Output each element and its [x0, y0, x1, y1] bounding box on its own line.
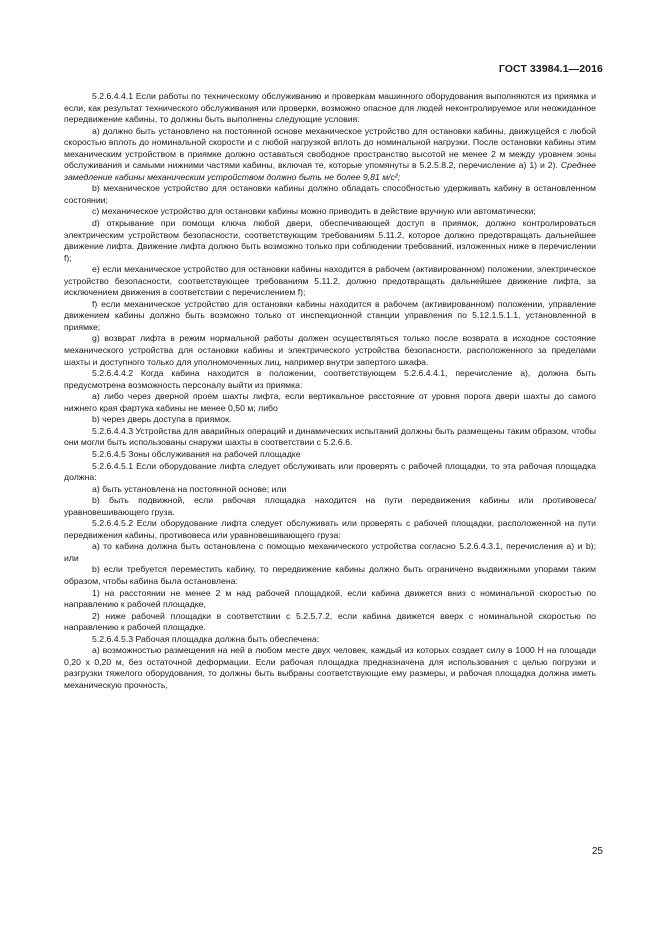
standard-header: ГОСТ 33984.1—2016: [498, 63, 603, 75]
paragraph: 5.2.6.4.5 Зоны обслуживания на рабочей площадке: [92, 448, 301, 459]
paragraph-text: a) должно быть установлено на постоянной основе механическое устройство для остановки кабины, движущейся с любой скоростью вплоть до номинальной скорости и с любой нагрузкой вплоть до номинальной нагрузки. После остановки кабины этим механическим устройством в приямке должно оставаться свободное пространство высотой не менее 2 м между уровнем зоны обслуживания и самыми нижними частями кабины, включая те, которые упомянуты в 5.2.5.8.2, перечисление а) 1) и 2).: [64, 125, 596, 171]
paragraph: d) открывание при помощи ключа любой двери, обеспечивающей доступ в приямок, должно контролироваться электрическим устройством безопасности, соответствующим требованиям 5.11.2, которое должно предотвращать дальнейшее движение лифта. Движение лифта должно быть возможно только при соблюдении требований, изложенных ниже в перечислении f);: [64, 218, 596, 263]
paragraph: a) возможностью размещения на ней в любом месте двух человек, каждый из которых создает силу в 1000 Н на площади 0,20 x 0,20 м, без остаточной деформации. Если рабочая площадка предназначена для использования с целью погрузки и разгрузки тяжелого оборудования, то должны быть выбраны соответствующие ему размеры, и рабочая площадка должна иметь механическую прочность,: [64, 645, 596, 690]
paragraph: 5.2.6.4.5.1 Если оборудование лифта следует обслуживать или проверять с рабочей площадки, то эта рабочая площадка должна:: [64, 460, 596, 483]
paragraph: 5.2.6.4.4.2 Когда кабина находится в положении, соответствующем 5.2.6.4.4.1, перечисление а), должна быть предусмотрена возможность персоналу выйти из приямка:: [64, 368, 596, 390]
paragraph: a) быть установлена на постоянной основе; или: [92, 483, 287, 494]
paragraph: 2) ниже рабочей площадки в соответствии с 5.2.5.7.2, если кабина движется вверх с номинальной скоростью по направлению к рабочей площадке.: [64, 610, 596, 633]
paragraph: f) если механическое устройство для остановки кабины находится в рабочем (активированном) положении, управление движением кабины должно быть возможно только от инспекционной станции управления по 5.12.1.5.1.1, установленной в приямке;: [64, 298, 596, 332]
paragraph: 5.2.6.4.5.2 Если оборудование лифта следует обслуживать или проверять с рабочей площадки, расположенной на пути передвижения кабины, противовеса или уравновешивающего груза:: [64, 518, 596, 540]
paragraph: a) то кабина должна быть остановлена с помощью механического устройства согласно 5.2.6.4.3.1, перечисления а) и b); или: [64, 541, 596, 563]
paragraph: g) возврат лифта в режим нормальной работы должен осуществляться только после возврата в исходное состояние механического устройства для остановки кабины и электрического устройства безопасности, расположенного за пределами шахты и доступного только для уполномоченных лиц, например внутри запертого шкафа.: [64, 333, 596, 367]
page-number: 25: [591, 846, 603, 857]
paragraph: a) либо через дверной проем шахты лифта, если вертикальное расстояние от уровня порога двери шахты до самого нижнего края фартука кабины не менее 0,50 м; либо: [64, 391, 596, 413]
paragraph: b) быть подвижной, если рабочая площадка находится на пути передвижения кабины или противовеса/уравновешивающего груза.: [64, 495, 596, 517]
paragraph: 1) на расстоянии не менее 2 м над рабочей площадкой, если кабина движется вниз с номинальной скоростью по направлению к рабочей площадке,: [64, 587, 596, 610]
document-body: [64, 91, 596, 691]
paragraph: c) механическое устройство для остановки кабины можно приводить в действие вручную или автоматически;: [92, 206, 536, 217]
paragraph: 5.2.6.4.5.3 Рабочая площадка должна быть обеспечена:: [92, 633, 320, 644]
paragraph: b) механическое устройство для остановки кабины должно обладать способностью удерживать кабину в остановленном состоянии;: [64, 183, 596, 205]
paragraph: b) если требуется переместить кабину, то передвижение кабины должно быть ограничено выдвижными упорами таким образом, чтобы кабина была остановлена:: [64, 564, 596, 586]
paragraph: 5.2.6.4.4.3 Устройства для аварийных операций и динамических испытаний должны быть размещены таким образом, чтобы они могли быть использованы снаружи шахты в соответствии с 5.2.6.6.: [64, 425, 596, 448]
paragraph: 5.2.6.4.4.1 Если работы по техническому обслуживанию и проверкам машинного оборудования выполняются из приямка и если, как результат технического обслуживания или проверки, возможно опасное для людей неконтролируемое или неожиданное передвижение кабины, то должны быть выполнены следующие условия:: [64, 91, 596, 125]
paragraph: b) через дверь доступа в приямок.: [92, 414, 232, 425]
paragraph: e) если механическое устройство для остановки кабины находится в рабочем (активированном) положении, электрическое устройство безопасности, соответствующее требованиям 5.11.2, должно предотвращать дальнейшее движение лифта, за исключением движения в соответствии с перечислением f);: [64, 264, 596, 298]
italic-note: Среднее замедление кабины механическим устройством должно быть не более 9,81 м/с²;: [64, 160, 596, 182]
paragraph: [64, 126, 596, 184]
